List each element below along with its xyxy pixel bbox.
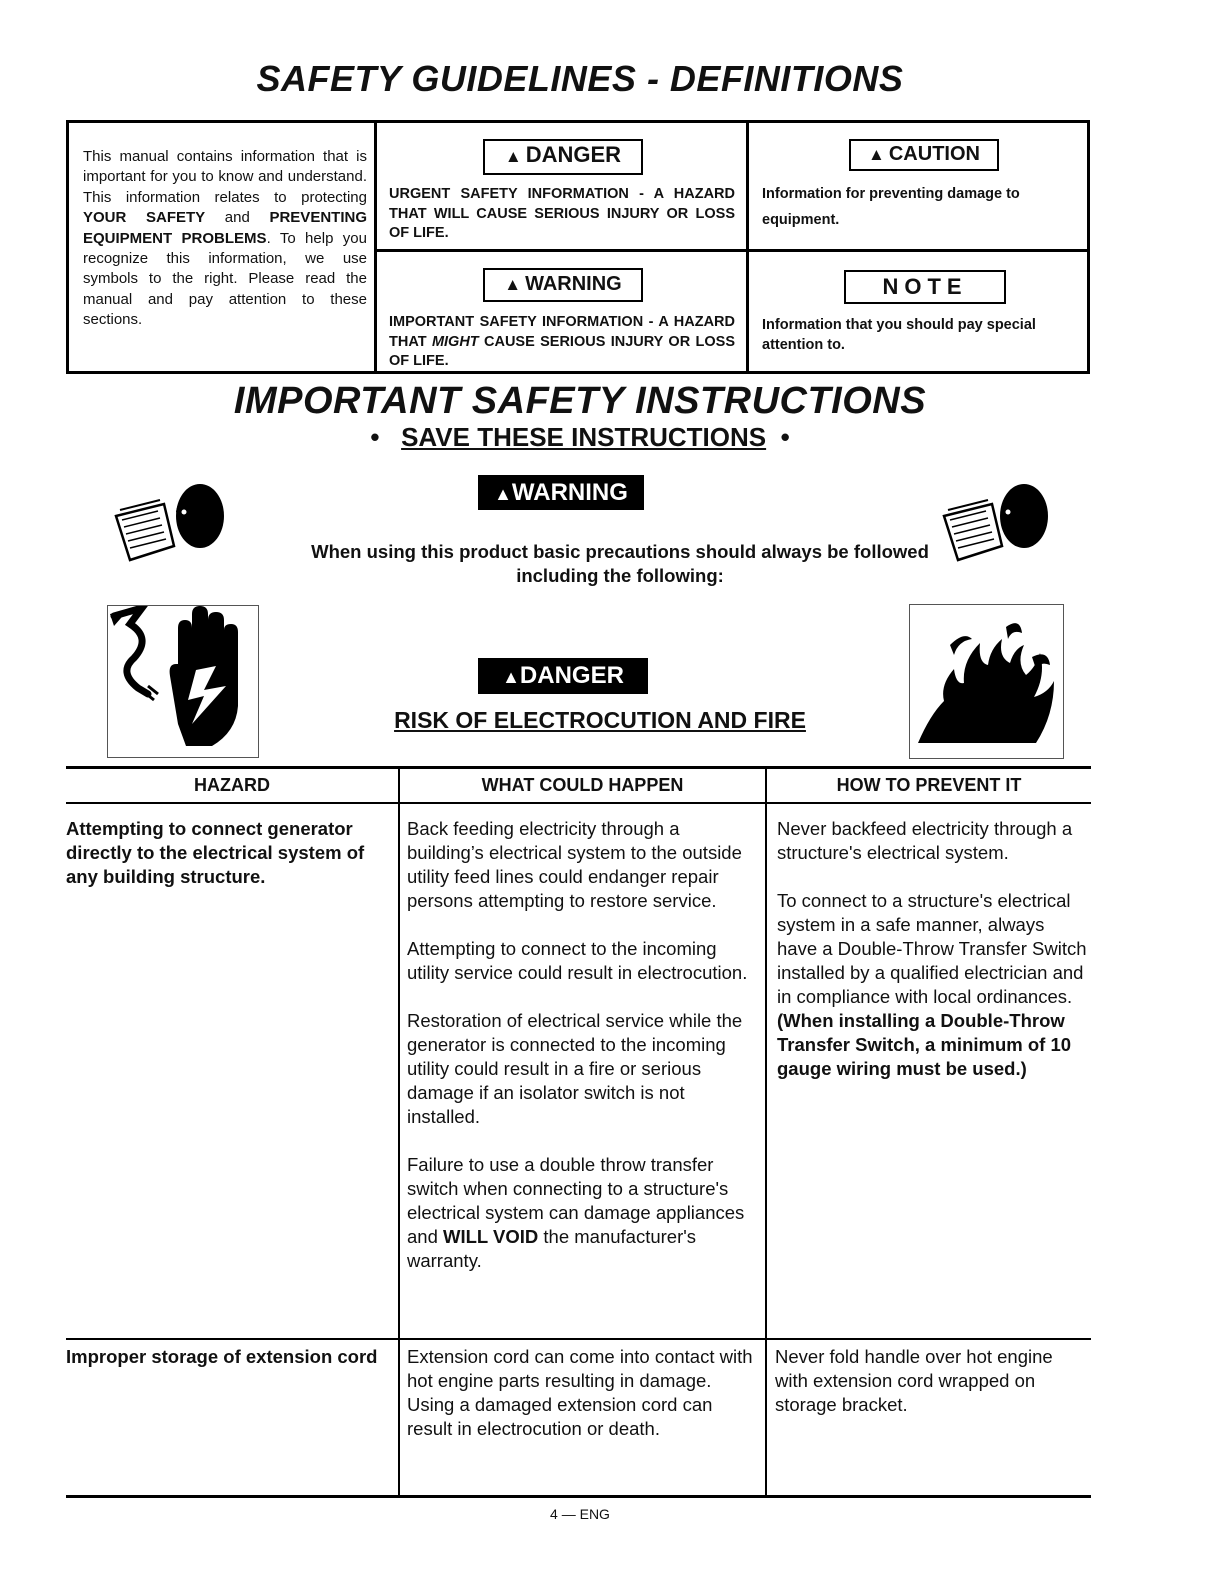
table-rule bbox=[66, 766, 1091, 769]
caution-definition: Information for preventing damage to equipment. bbox=[762, 186, 1020, 228]
warning-definition: IMPORTANT SAFETY INFORMATION - A HAZARD THAT MIGHT CAUSE SERIOUS INJURY OR LOSS OF LIFE. bbox=[389, 314, 735, 369]
electrocution-icon-box bbox=[107, 605, 259, 758]
fire-icon-box bbox=[909, 604, 1064, 759]
bullet: • bbox=[780, 422, 790, 452]
note-label: NOTE bbox=[882, 274, 968, 299]
column-header-what-could-happen: WHAT COULD HAPPEN bbox=[481, 775, 684, 795]
table-divider bbox=[398, 769, 400, 1497]
warning-badge: ▲WARNING bbox=[478, 475, 644, 510]
table-divider bbox=[765, 769, 767, 1497]
save-instructions: SAVE THESE INSTRUCTIONS bbox=[401, 422, 767, 452]
divider bbox=[746, 123, 749, 371]
divider bbox=[377, 249, 1087, 252]
bullet: • bbox=[370, 422, 380, 452]
page-number: 4 — ENG bbox=[550, 1506, 610, 1522]
alert-triangle-icon: ▲ bbox=[494, 484, 512, 504]
page-title: SAFETY GUIDELINES - DEFINITIONS bbox=[256, 58, 904, 99]
table-cell-what-could-happen bbox=[407, 817, 759, 1297]
alert-triangle-icon: ▲ bbox=[504, 275, 522, 294]
consequence-text: Failure to use a double throw transfer switch when connecting to a structure's electrical system can damage appliances and WILL VOID the manufacturer's warranty. bbox=[407, 1154, 745, 1271]
caution-label-box bbox=[849, 139, 999, 171]
divider bbox=[374, 123, 377, 371]
consequence-text: Back feeding electricity through a building’s electrical system to the outside utility feed lines could endanger repair persons attempting to restore service. bbox=[407, 818, 742, 911]
fire-icon bbox=[910, 605, 1063, 758]
table-cell-what-could-happen: Extension cord can come into contact with hot engine parts resulting in damage. Using a damaged extension cord can result in electrocution or death. bbox=[407, 1346, 753, 1439]
table-rule bbox=[66, 1495, 1091, 1498]
consequence-text: Attempting to connect to the incoming utility service could result in electrocution. bbox=[407, 938, 748, 983]
prevention-text: Never backfeed electricity through a structure's electrical system. bbox=[777, 818, 1073, 863]
table-cell-hazard: Improper storage of extension cord bbox=[66, 1346, 378, 1367]
read-manual-icon bbox=[112, 482, 232, 564]
table-rule bbox=[66, 1338, 1091, 1340]
alert-triangle-icon: ▲ bbox=[502, 667, 520, 687]
alert-triangle-icon: ▲ bbox=[868, 145, 885, 164]
warning-label: WARNING bbox=[525, 273, 622, 295]
danger-label-box bbox=[483, 139, 643, 175]
table-cell-how-to-prevent bbox=[777, 817, 1089, 1105]
prevention-text: To connect to a structure's electrical system in a safe manner, always have a Double-Throw Transfer Switch installed by a qualified electrician and in compliance with local ordinances. (When installing a Double-Throw Transfer Switch, a minimum of 10 gauge wiring must be used.) bbox=[777, 890, 1087, 1079]
caution-label: CAUTION bbox=[888, 143, 980, 165]
danger-definition: URGENT SAFETY INFORMATION - A HAZARD THAT WILL CAUSE SERIOUS INJURY OR LOSS OF LIFE. bbox=[389, 186, 735, 241]
precaution-text: When using this product basic precautions should always be followed including the following: bbox=[311, 541, 929, 586]
danger-badge: ▲DANGER bbox=[478, 658, 648, 694]
table-cell-hazard: Attempting to connect generator directly to the electrical system of any building structure. bbox=[66, 818, 365, 887]
definitions-grid bbox=[66, 120, 1090, 374]
warning-label-box bbox=[483, 268, 643, 302]
definitions-intro: This manual contains information that is important for you to know and understand. This information relates to protecting YOUR SAFETY and PREVENTING EQUIPMENT PROBLEMS. To help you recognize this information, we use symbols to the right. Please read the manual and pay attention to these sections. bbox=[83, 148, 367, 329]
risk-heading: RISK OF ELECTROCUTION AND FIRE bbox=[394, 707, 806, 733]
column-header-hazard: HAZARD bbox=[194, 775, 270, 795]
table-rule bbox=[66, 802, 1091, 804]
consequence-text: Restoration of electrical service while the generator is connected to the incoming utility could result in a fire or serious damage if an isolator switch is not installed. bbox=[407, 1010, 743, 1127]
section-title: IMPORTANT SAFETY INSTRUCTIONS bbox=[233, 380, 927, 422]
alert-triangle-icon: ▲ bbox=[504, 147, 522, 166]
note-definition: Information that you should pay special attention to. bbox=[762, 317, 1036, 353]
read-manual-icon bbox=[940, 482, 1060, 564]
note-label-box bbox=[844, 270, 1006, 304]
section-subtitle bbox=[0, 422, 1160, 453]
table-cell-how-to-prevent: Never fold handle over hot engine with extension cord wrapped on storage bracket. bbox=[775, 1346, 1053, 1415]
column-header-how-to-prevent: HOW TO PREVENT IT bbox=[836, 775, 1022, 795]
danger-label: DANGER bbox=[525, 142, 622, 167]
electrocution-hand-icon bbox=[108, 606, 258, 757]
